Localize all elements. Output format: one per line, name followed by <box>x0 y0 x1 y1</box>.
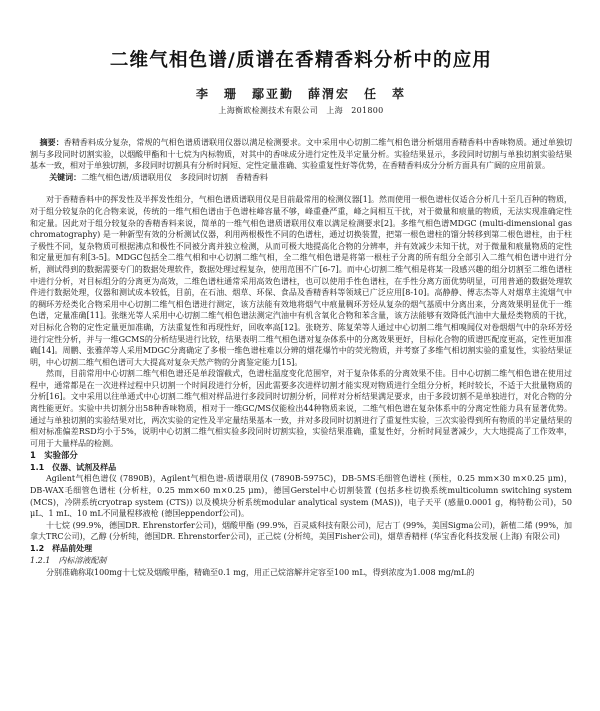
affiliation: 上海衡欧检测技术有限公司 上海 201800 <box>218 106 384 115</box>
abstract-label: 摘要： <box>39 138 64 147</box>
abstract-text: 香精香料成分复杂，常规的气相色谱质谱联用仪器以满足检测要求。文中采用中心切割二维气相色谱分析烟用香精香料中香味物质。通过单独切割与多段同时切割实验，以烟酸甲酯和十七烷为内标物质，对其中的香味成分进行定性及半定量分析。实验结果显示，多段同时切割与单独切割实验结果基本一致，相对于单独切割，多段同时切割具有分析时间短、定性定量准确、实验重复性好等优势，在香精香料成分分析方面具有广阔的应用前景。 <box>30 138 572 171</box>
body-paragraph: 分别准确称取100mg十七烷及烟酸甲酯，精确至0.1 mg，用正己烷溶解并定容至100 mL，得到浓度为1.008 mg/mL的 <box>46 567 475 577</box>
body-paragraph: 十七烷 (99.9%，德国DR. Ehrenstorfer公司)，烟酸甲酯 (99.9%，百灵威科技有限公司)，尼古丁 (99%，美国Sigma公司)，新植二烯 (99%，加拿大TRC公司)，乙醇 (分析纯，德国DR. Ehrenstorfer公司)，正己烷 (分析纯，美国Fisher公司)，烟草香精样 (华宝香化科技发展 (上海) 有限公司) <box>30 520 572 542</box>
body-paragraph: Agilent气相色谱仪 (7890B)，Agilent气相色谱-质谱联用仪 (7890B-5975C)，DB-5MS毛细管色谱柱 (预柱，0.25 mm×30 m×0.25 μm)，DB-WAX毛细管色谱柱 (分析柱，0.25 mm×60 m×0.25 μm)，德国Gerstel中心切割装置 (包括多柱切换系统multicolumn switching system (MCS)，冷阱系统cryotrap system (CTS)) 以及模块分析系统modular analytical system (MAS))，电子天平 (感量0.0001 g，梅特勒公司)，50 μL、1 mL、10 mL不同量程移液枪 (德国eppendorf公司)。 <box>30 474 572 519</box>
subsection-heading: 1.1 仪器、试剂及样品 <box>30 462 117 472</box>
section-heading: 1 实验部分 <box>30 450 78 461</box>
paper-title: 二维气相色谱/质谱在香精香料分析中的应用 <box>109 50 493 71</box>
keywords <box>30 172 572 184</box>
subsection-heading: 1.2 样品前处理 <box>30 544 93 553</box>
body-paragraph: 对于香精香料中的挥发性及半挥发性组分，气相色谱质谱联用仪是目前最常用的检测仪器[1]。然而使用一根色谱柱仅适合分析几十至几百种的物质，对于组分较复杂的化合物来说，传统的一维气相色谱由于色谱柱峰容量不够，峰重叠严重，峰之间相互干扰，对于微量和痕量的物质，无法实现准确定性和定量。因此对于组分较复杂的香精香料来说，简单的一维气相色谱质谱联用仪难以满足检测要求[2]。多维气相色谱MDGC (multi-dimensional gas chromatography) 是一种新型有效的分析测试仪器，利用两根极性不同的色谱柱，通过切换装置，把第一根色谱柱的馏分转移到第二根色谱柱，由于柱子极性不同，复杂物质可根据沸点和极性不同被分离并独立检测，从而可极大地提高化合物的分辨率，并有效减少未知干扰，对于微量和痕量物质的定性和定量更加有利[3-5]。MDGC包括全二维气相和中心切割二维气相，全二维气相色谱是将第一根柱子分离的所有组分全部引入二维气相色谱中进行分析，测试得到的数据需要专门的数据处理软件，数据处理过程复杂，使用范围不广[6-7]。而中心切割二维气相是将某一段感兴趣的组分切割至二维色谱柱中进行分析，对目标组分的分离更为高效，二维色谱柱通常采用高效色谱柱，也可以使用手性色谱柱，在手性分离方面优势明显，可用普通的数据处理软件进行数据处理，仪器和测试成本较低，目前，在石油、烟草、环保、食品及香精香料等领域已广泛应用[8-10]。高静静、傅志杰等人对烟草主流烟气中的稠环芳烃类化合物采用中心切割二维气相色谱进行测定，该方法能有效地将烟气中痕量稠环芳烃从复杂的烟气基质中分离出来，分离效果明显优于一维色谱，定量准确[11]。张继光等人采用中心切割二维气相色谱法测定汽油中有机含氧化合物和苯含量，该方法能够有效降低汽油中大量烃类物质的干扰，对目标化合物的定性定量更加准确，方法重复性和再现性好，回收率高[12]。张晓芳、陈复荣等人通过中心切割二维气相嗅闻仪对卷烟烟气中的杂环芳烃进行定性分析，并与一维GCMS的分析结果进行比较，结果表明二维气相色谱对复杂体系中的分离效果更好，目标化合物的质谱匹配度更高，定性更加准确[14]。周鹏、张雅萍等人采用MDGC分离确定了多根一维色谱柱难以分辨的烟花爆竹中的荧光物质，并考察了多维气相切割实验的重复性，实验结果证明，中心切割二维气相色谱可大大提高对复杂天然产物的分离鉴定能力[15]。 <box>30 195 572 367</box>
body-paragraph: 然而，目前常用中心切割二维气相色谱还是单段馏截式，色谱柱温度变化范围窄，对于复杂体系的分离效果不佳。目中心切割二维气相色谱在使用过程中，通常都是在一次进样过程中只切割一个时间段进行分析，因此需要多次进样切割才能实现对物质进行全组分分析，耗时较长，不适于大批量物质的分析[16]。文中采用以往单通式中心切割二维气相对样品进行多段同时切割分析，同样对分析结果满足要求，由于多段切割不是单独进行，对化合物的分离性能更好。实验中共切割分出58种香味物质，相对于一维GC/MS仅能检出44种物质来说，二维气相色谱在复杂体系中的分离定性能力具有显著优势。通过与单独切割的实验结果对比，两次实验的定性及半定量结果基本一致，并对多段同时切割进行了重复性实验，三次实验得到所有物质的半定量结果的相对标准偏差RSD均小于5%，说明中心切割二维气相实验多段同时切割实验，实验结果准确，重复性好，分析时间显著减少，大大地提高了工作效率，可用于大量样品的检测。 <box>30 369 572 448</box>
keywords-text: 二维气相色谱/质谱联用仪 多段同时切割 香精香料 <box>81 172 268 182</box>
subsubsection-heading: 1.2.1 内标溶液配制 <box>30 555 107 565</box>
paper-body <box>30 194 572 578</box>
keywords-label: 关键词： <box>49 172 82 182</box>
abstract <box>30 137 572 172</box>
author-list: 李 珊 鄢亚勤 薛渭宏 任 萃 <box>195 87 406 101</box>
